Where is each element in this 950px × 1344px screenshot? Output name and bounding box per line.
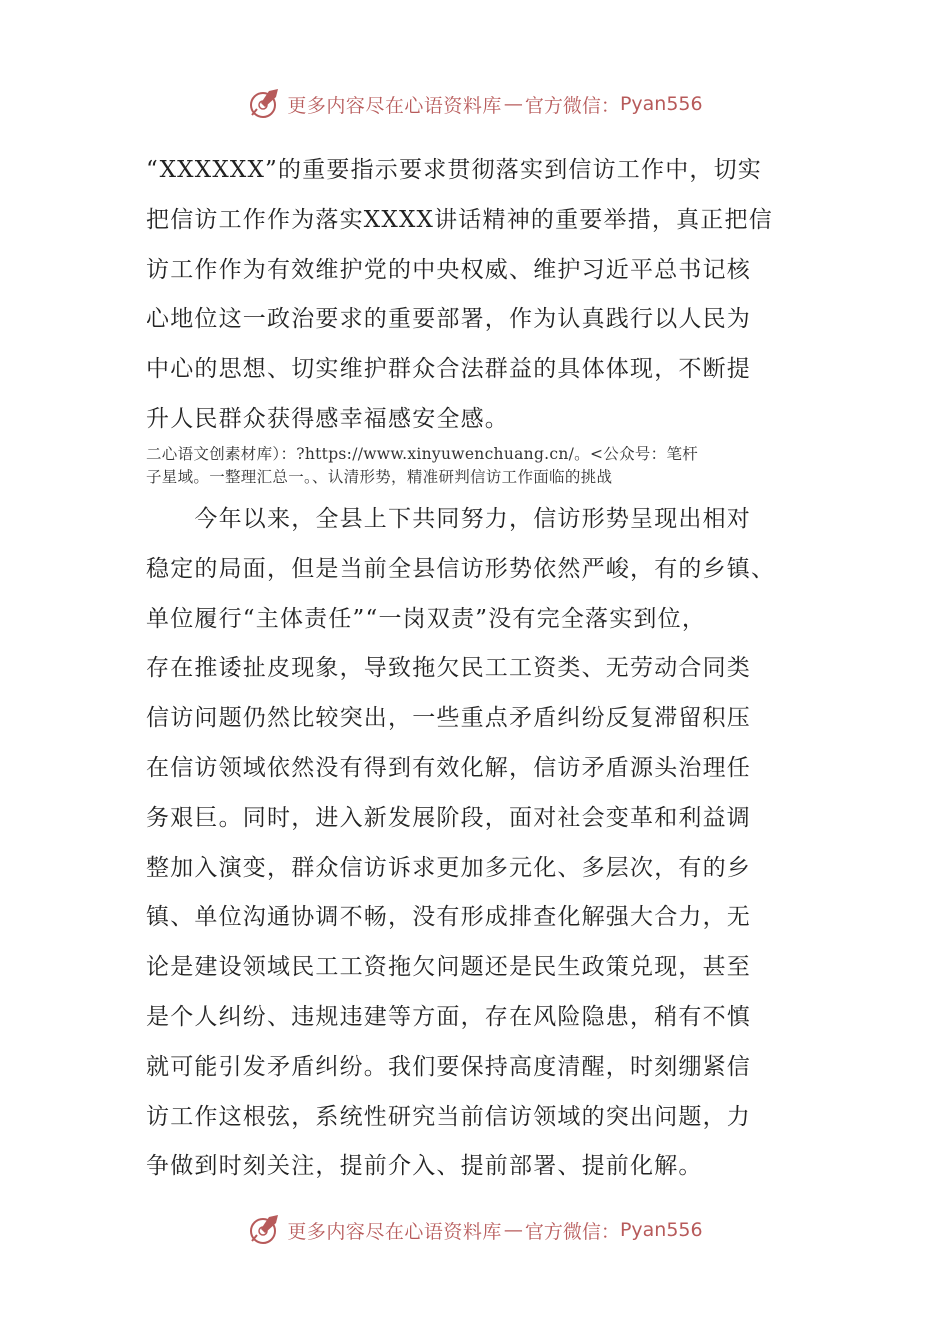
- pen-logo-icon: [247, 1213, 281, 1247]
- footer-brand-text: 更多内容尽在心语资料库: [287, 1220, 502, 1243]
- body-paragraph-2: 今年以来，全县上下共同努力，信访形势呈现出相对 稳定的局面，但是当前全县信访形势依然严峻，有的乡镇、 单位履行“主体责任”“一岗双责”没有完全落实到位， 存在推诿扯皮现象，导致拖欠民工工资类、无劳动合同类 信访问题仍然比较突出，一些重点矛盾纠纷反复滞留积压 在信访领域依然没有得到有效化解，信访矛盾源头治理任 务艰巨。同时，进入新发展阶段，面对社会变革和利益调 整加入演变，群众信访诉求更加多元化、多层次，有的乡 镇、单位沟通协调不畅，没有形成排查化解强大合力，无 论是建设领域民工工资拖欠问题还是民生政策兑现，甚至 是个人纠纷、违规违建等方面，存在风险隐患，稍有不慎 就可能引发矛盾纠纷。我们要保持高度清醒，时刻绷紧信 访工作这根弦，系统性研究当前信访领域的突出问题，力 争做到时刻关注，提前介入、提前部署、提前化解。: [146, 506, 776, 1180]
- footer-wechat-label: 官方微信：: [524, 1220, 620, 1243]
- source-note: 二心语文创素材库）：?https://www.xinyuwenchuang.cn/。<公众号：笔杆 子星域。一整理汇总一。、认清形势，精准研判信访工作面临的挑战: [146, 445, 699, 486]
- header-wechat-label: 官方微信：: [524, 94, 620, 117]
- header-wechat-id: Pyan556: [619, 93, 703, 115]
- body-paragraph-1: “XXXXXX”的重要指示要求贯彻落实到信访工作中，切实 把信访工作作为落实XXXX讲话精神的重要举措，真正把信 访工作作为有效维护党的中央权威、维护习近平总书记核 心地位这一政治要求的重要部署，作为认真践行以人民为 中心的思想、切实维护群众合法群益的具体体现，不断提 升人民群众获得感幸福感安全感。: [146, 157, 773, 432]
- header-banner: [0, 84, 950, 124]
- footer-wechat-id: Pyan556: [619, 1219, 703, 1241]
- header-separator: —: [503, 93, 523, 115]
- footer-separator: —: [503, 1219, 523, 1241]
- footer-banner: [0, 1210, 950, 1250]
- header-brand-text: 更多内容尽在心语资料库: [287, 94, 502, 117]
- pen-logo-icon: [247, 87, 281, 121]
